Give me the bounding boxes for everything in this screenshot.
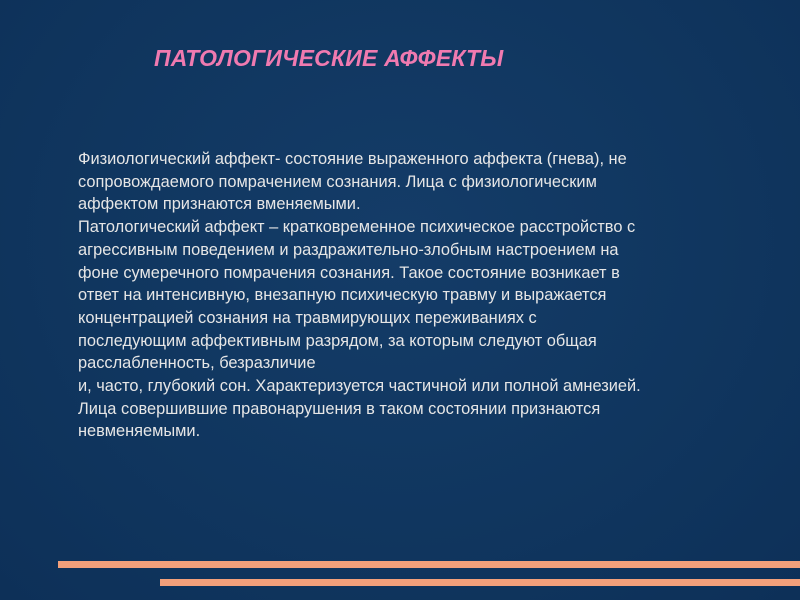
body-line: агрессивным поведением и раздражительно-злобным настроением на [78, 240, 619, 259]
body-line: последующим аффективным разрядом, за которым следуют общая [78, 331, 597, 350]
body-line: Патологический аффект – кратковременное психическое расстройство с [78, 218, 636, 237]
decorative-stripe-top [58, 561, 800, 568]
body-line: расслабленность, безразличие [78, 354, 316, 373]
body-line: ответ на интенсивную, внезапную психическую травму и выражается [78, 286, 607, 305]
decorative-stripe-bottom [160, 579, 800, 586]
slide-title: ПАТОЛОГИЧЕСКИЕ АФФЕКТЫ [154, 45, 504, 71]
body-line: концентрацией сознания на травмирующих переживаниях с [78, 308, 537, 327]
body-line: невменяемыми. [78, 422, 201, 441]
body-line: Лица совершившие правонарушения в таком состоянии признаются [78, 399, 601, 418]
body-line: и, часто, глубокий сон. Характеризуется частичной или полной амнезией. [78, 377, 641, 396]
body-line: аффектом признаются вменяемыми. [78, 195, 361, 214]
slide-body [78, 148, 778, 443]
body-line: сопровождаемого помрачением сознания. Лица с физиологическим [78, 172, 597, 191]
body-line: фоне сумеречного помрачения сознания. Такое состояние возникает в [78, 263, 620, 282]
body-line: Физиологический аффект- состояние выраженного аффекта (гнева), не [78, 150, 627, 168]
